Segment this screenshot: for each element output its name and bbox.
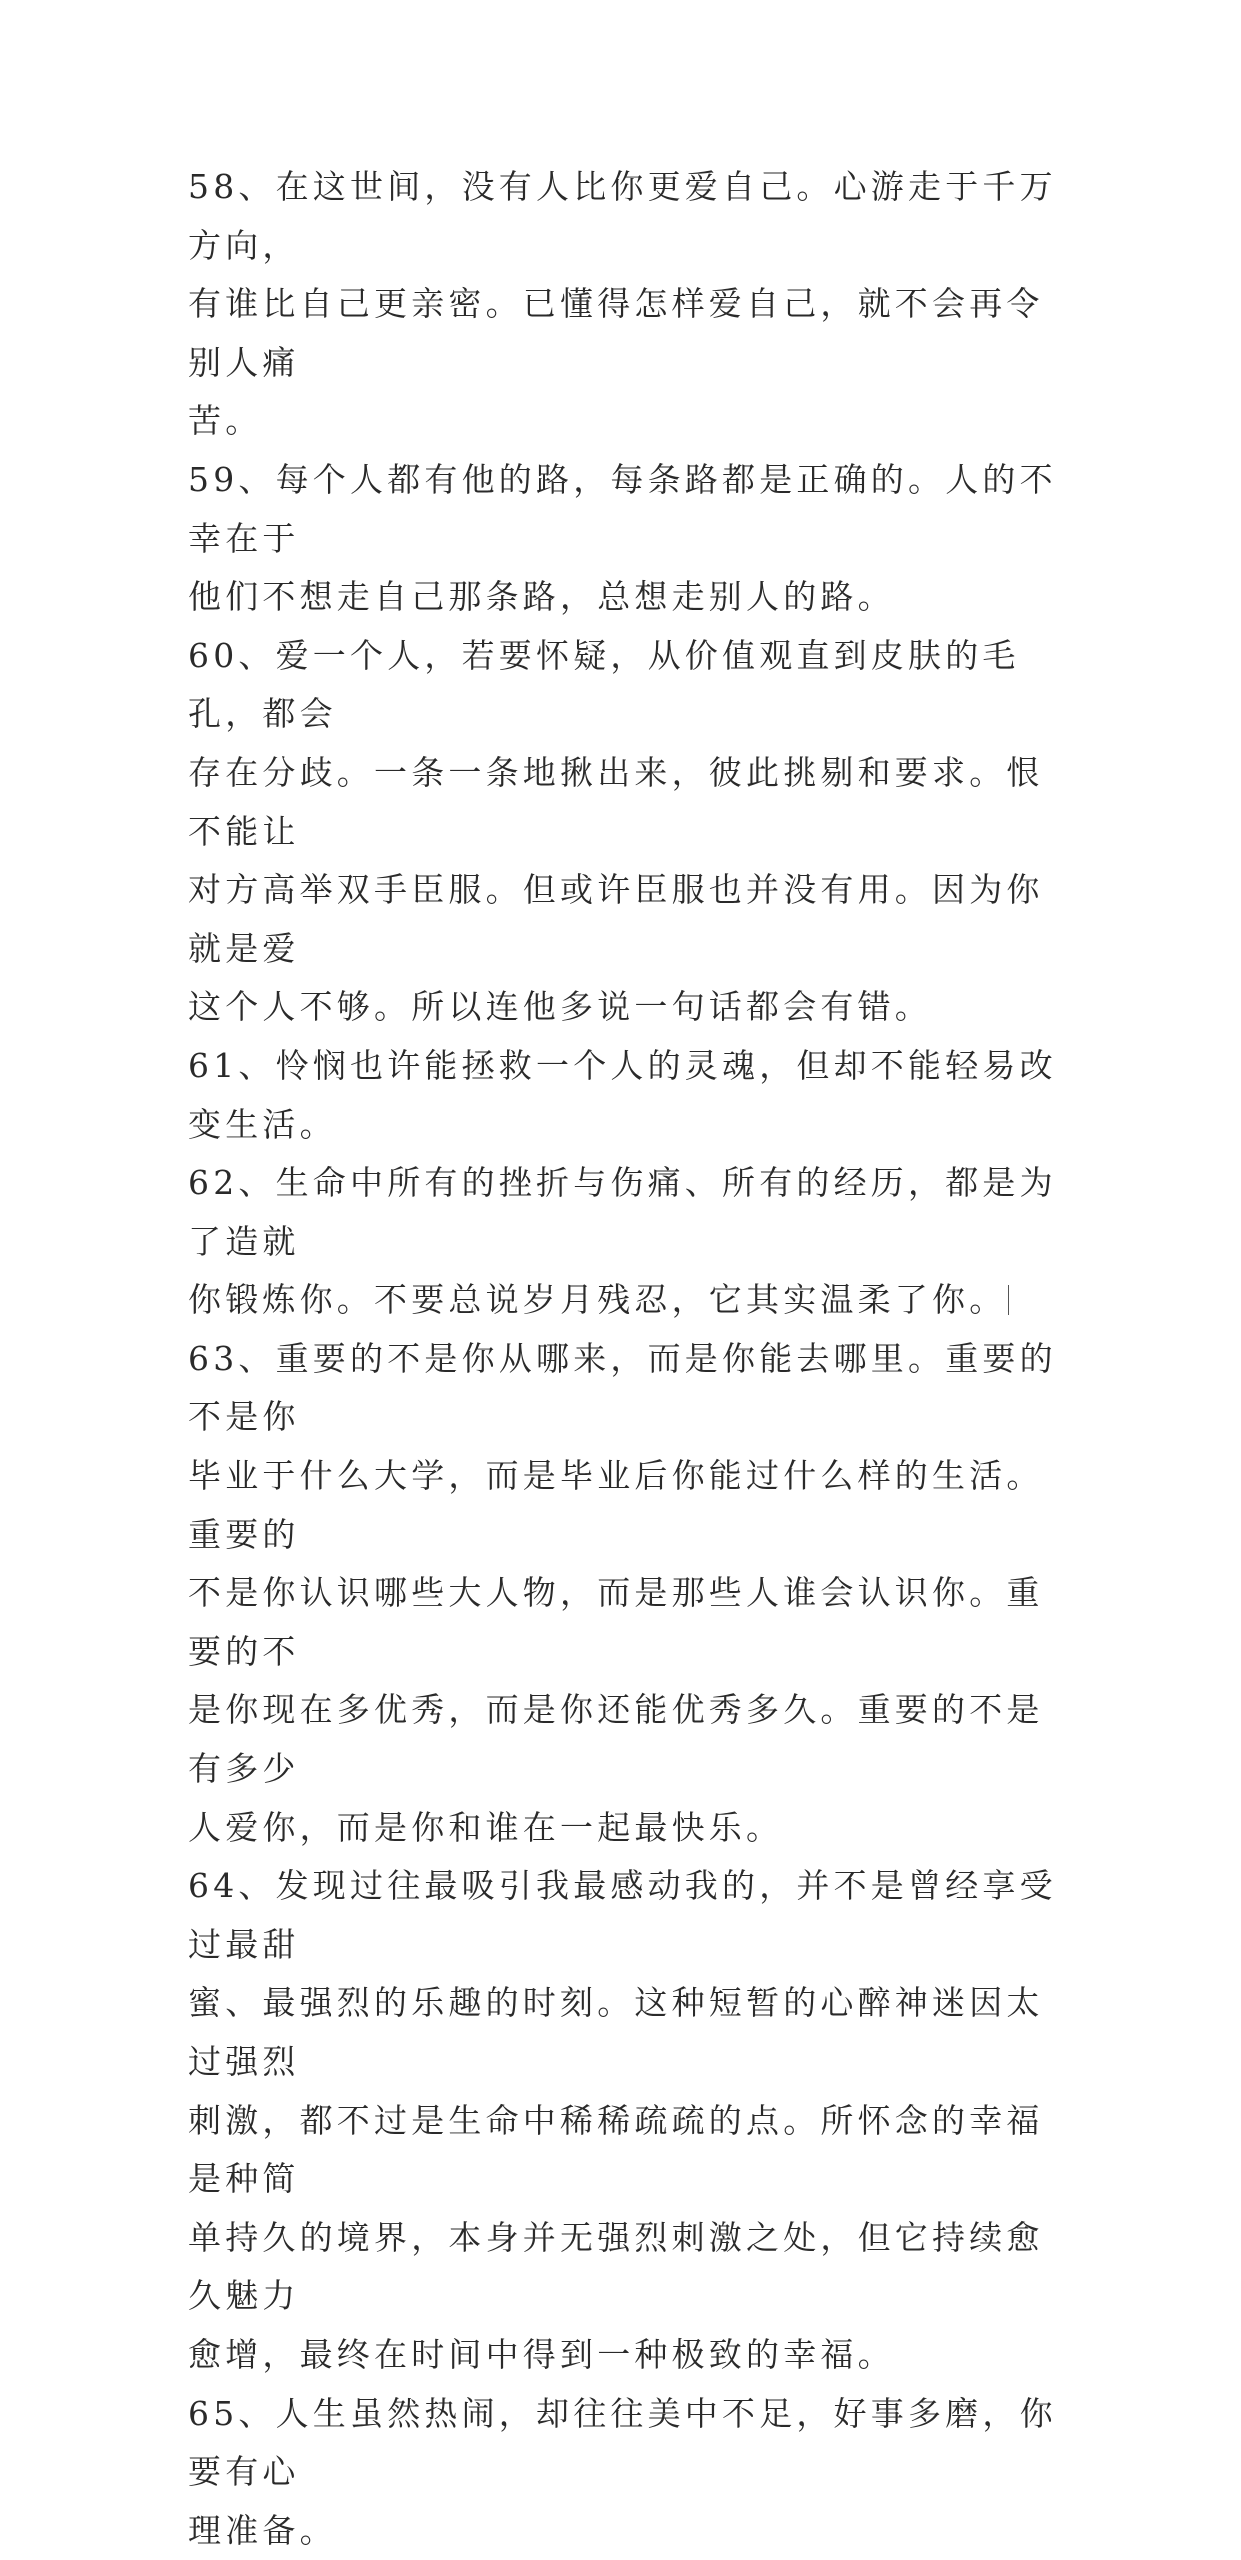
paragraph-62-text: 62、生命中所有的挫折与伤痛、所有的经历，都是为了造就 你锻炼你。不要总说岁月残忍，它其实温柔了你。 <box>188 1163 1057 1320</box>
document-body[interactable] <box>188 158 1068 2560</box>
paragraph-60: 60、爱一个人，若要怀疑，从价值观直到皮肤的毛孔，都会 存在分歧。一条一条地揪出来，彼此挑剔和要求。恨不能让 对方高举双手臣服。但或许臣服也并没有用。因为你就是爱 这个人不够。所以连他多说一句话都会有错。 <box>188 635 1044 1027</box>
paragraph-59: 59、每个人都有他的路，每条路都是正确的。人的不幸在于 他们不想走自己那条路，总想走别人的路。 <box>188 459 1057 617</box>
text-cursor <box>1008 1285 1009 1315</box>
paragraph-62 <box>188 1154 1068 1330</box>
paragraph-61: 61、怜悯也许能拯救一个人的灵魂，但却不能轻易改变生活。 <box>188 1045 1057 1144</box>
paragraph-64: 64、发现过往最吸引我最感动我的，并不是曾经享受过最甜 蜜、最强烈的乐趣的时刻。这种短暂的心醉神迷因太过强烈 刺激，都不过是生命中稀稀疏疏的点。所怀念的幸福是种简 单持久的境界，本身并无强烈刺激之处，但它持续愈久魅力 愈增，最终在时间中得到一种极致的幸福。 <box>188 1866 1057 2374</box>
paragraph-58: 58、在这世间，没有人比你更爱自己。心游走于千万方向， 有谁比自己更亲密。已懂得怎样爱自己，就不会再令别人痛 苦。 <box>188 167 1057 441</box>
paragraph-63: 63、重要的不是你从哪来，而是你能去哪里。重要的不是你 毕业于什么大学，而是毕业后你能过什么样的生活。重要的 不是你认识哪些大人物，而是那些人谁会认识你。重要的不 是你现在多优秀，而是你还能优秀多久。重要的不是有多少 人爱你，而是你和谁在一起最快乐。 <box>188 1338 1057 1847</box>
paragraph-65: 65、人生虽然热闹，却往往美中不足，好事多磨，你要有心 理准备。 <box>188 2393 1057 2550</box>
